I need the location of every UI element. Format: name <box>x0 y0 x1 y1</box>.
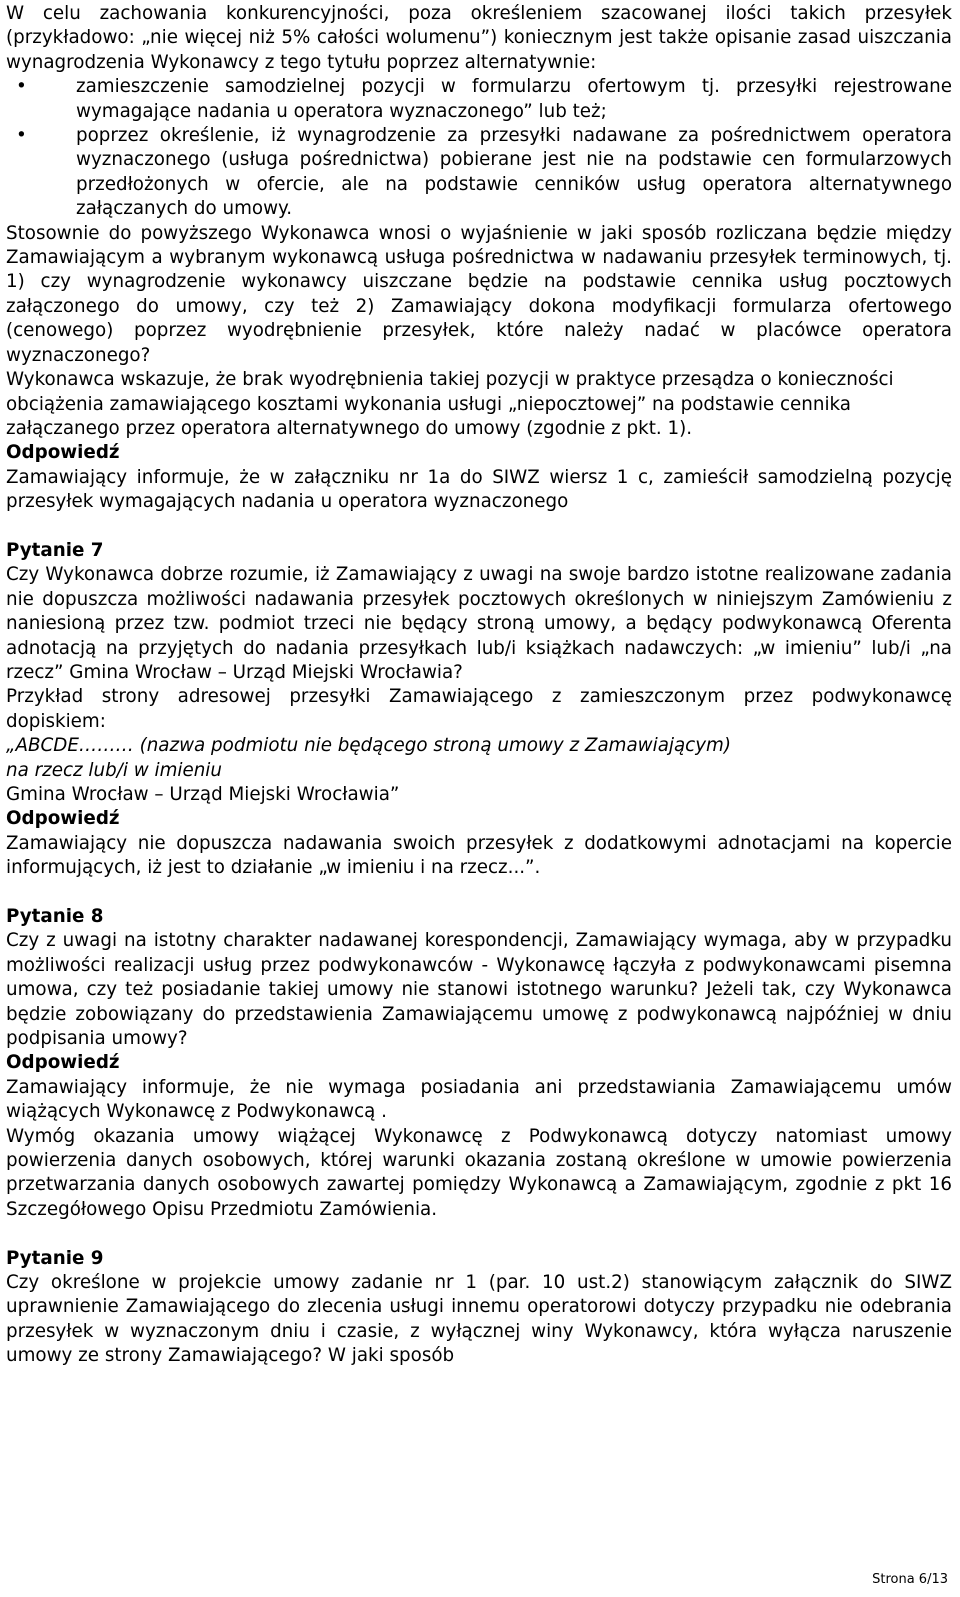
document-page <box>6 2 952 1369</box>
example-line-3: Gmina Wrocław – Urząd Miejski Wrocławia” <box>6 783 400 805</box>
question-text: Czy określone w projekcie umowy zadanie nr 1 (par. 10 ust.2) stanowiącym załącznik do SIWZ uprawnienie Zamawiającego do zlecenia usługi innemu operatorowi dotyczy przypadku nie odebrania przesyłek w wyznaczonym dniu i czasie, z wyłącznej winy Wykonawcy, która wyłącza naruszenie umowy ze strony Zamawiającego? W jaki sposób <box>6 1272 952 1367</box>
page-number: Strona 6/13 <box>872 1572 948 1587</box>
list-item <box>6 75 952 124</box>
list-item <box>6 124 952 222</box>
question-heading: Pytanie 9 <box>6 1247 104 1269</box>
question-text: Czy z uwagi na istotny charakter nadawanej korespondencji, Zamawiający wymaga, aby w przypadku możliwości realizacji usług przez podwykonawców - Wykonawcę łączyła z podwykonawcami pisemna umowa, czy też posiadanie takiej umowy nie stanowi istotnego warunku? Jeżeli tak, czy Wykonawca będzie zobowiązany do przedstawienia Zamawiającemu umowę z podwykonawcą najpóźniej w dniu podpisania umowy? <box>6 930 952 1050</box>
bullet-icon: • <box>16 76 27 98</box>
paragraph-stosownie: Stosownie do powyższego Wykonawca wnosi o wyjaśnienie w jaki sposób rozliczana będzie między Zamawiającym a wybranym wykonawcą usługa pośrednictwa w nadawaniu przesyłek terminowych, tj. 1) czy wynagrodzenie wykonawcy uiszczane będzie na podstawie cennika usług pocztowych załączonego do umowy, czy też 2) Zamawiający dokona modyfikacji formularza ofertowego (cenowego) poprzez wyodrębnienie przesyłek, które należy nadać w placówce operatora wyznaczonego? <box>6 222 952 366</box>
spacer <box>6 881 952 905</box>
answer-heading: Odpowiedź <box>6 442 120 464</box>
question-text: Czy Wykonawca dobrze rozumie, iż Zamawiający z uwagi na swoje bardzo istotne realizowane zadania nie dopuszcza możliwości nadawania przesyłek pocztowych określonych w niniejszym Zamówieniu z naniesioną przez tzw. podmiot trzeci nie będący stroną umowy, a będący podwykonawcą Oferenta adnotacją na przyjętych do nadania przesyłkach lub/i książkach nadawczych: „w imieniu” lub/i „na rzecz” Gmina Wrocław – Urząd Miejski Wrocławia? <box>6 564 952 683</box>
answer-text: Zamawiający informuje, że nie wymaga posiadania ani przedstawiania Zamawiającemu umów wiążących Wykonawcę z Podwykonawcą . <box>6 1076 952 1123</box>
question-heading: Pytanie 7 <box>6 539 104 561</box>
spacer <box>6 1222 952 1246</box>
example-line-2: na rzecz lub/i w imieniu <box>6 759 222 781</box>
paragraph-wykonawca: Wykonawca wskazuje, że brak wyodrębnienia takiej pozycji w praktyce przesądza o konieczności obciążenia zamawiającego kosztami wykonania usługi „niepocztowej” na podstawie cennika załączanego przez operatora alternatywnego do umowy (zgodnie z pkt. 1). <box>6 369 894 439</box>
spacer <box>6 515 952 539</box>
bullet-icon: • <box>16 125 27 147</box>
bullet-list <box>6 75 952 221</box>
question-heading: Pytanie 8 <box>6 906 104 927</box>
question-example: Przykład strony adresowej przesyłki Zamawiającego z zamieszczonym przez podwykonawcę dopiskiem: <box>6 686 952 732</box>
bullet-text: zamieszczenie samodzielnej pozycji w formularzu ofertowym tj. przesyłki rejestrowane wymagające nadania u operatora wyznaczonego” lub też; <box>76 76 952 122</box>
example-line-1: „ABCDE……… (nazwa podmiotu nie będącego stroną umowy z Zamawiającym) <box>6 735 731 757</box>
answer-heading: Odpowiedź <box>6 808 120 830</box>
bullet-text: poprzez określenie, iż wynagrodzenie za przesyłki nadawane za pośrednictwem operatora wyznaczonego (usługa pośrednictwa) pobierane jest nie na podstawie cen formularzowych przedłożonych w ofercie, ale na podstawie cenników usług operatora alternatywnego załączanych do umowy. <box>76 125 952 220</box>
answer-text: Wymóg okazania umowy wiążącej Wykonawcę z Podwykonawcą dotyczy natomiast umowy powierzenia danych osobowych, której warunki okazania zostaną określone w umowie powierzenia przetwarzania danych osobowych zawartej pomiędzy Wykonawcą a Zamawiającym, zgodnie z pkt 16 Szczegółowego Opisu Przedmiotu Zamówienia. <box>6 1125 952 1220</box>
answer-text: Zamawiający nie dopuszcza nadawania swoich przesyłek z dodatkowymi adnotacjami na kopercie informujących, iż jest to działanie „w imieniu i na rzecz...”. <box>6 832 952 879</box>
answer-text: Zamawiający informuje, że w załączniku nr 1a do SIWZ wiersz 1 c, zamieścił samodzielną pozycję przesyłek wymagających nadania u operatora wyznaczonego <box>6 466 952 513</box>
answer-heading: Odpowiedź <box>6 1052 120 1074</box>
intro-paragraph: W celu zachowania konkurencyjności, poza określeniem szacowanej ilości takich przesyłek (przykładowo: „nie więcej niż 5% całości wolumenu”) koniecznym jest także opisanie zasad uiszczania wynagrodzenia Wykonawcy z tego tytułu poprzez alternatywnie: <box>6 3 952 73</box>
